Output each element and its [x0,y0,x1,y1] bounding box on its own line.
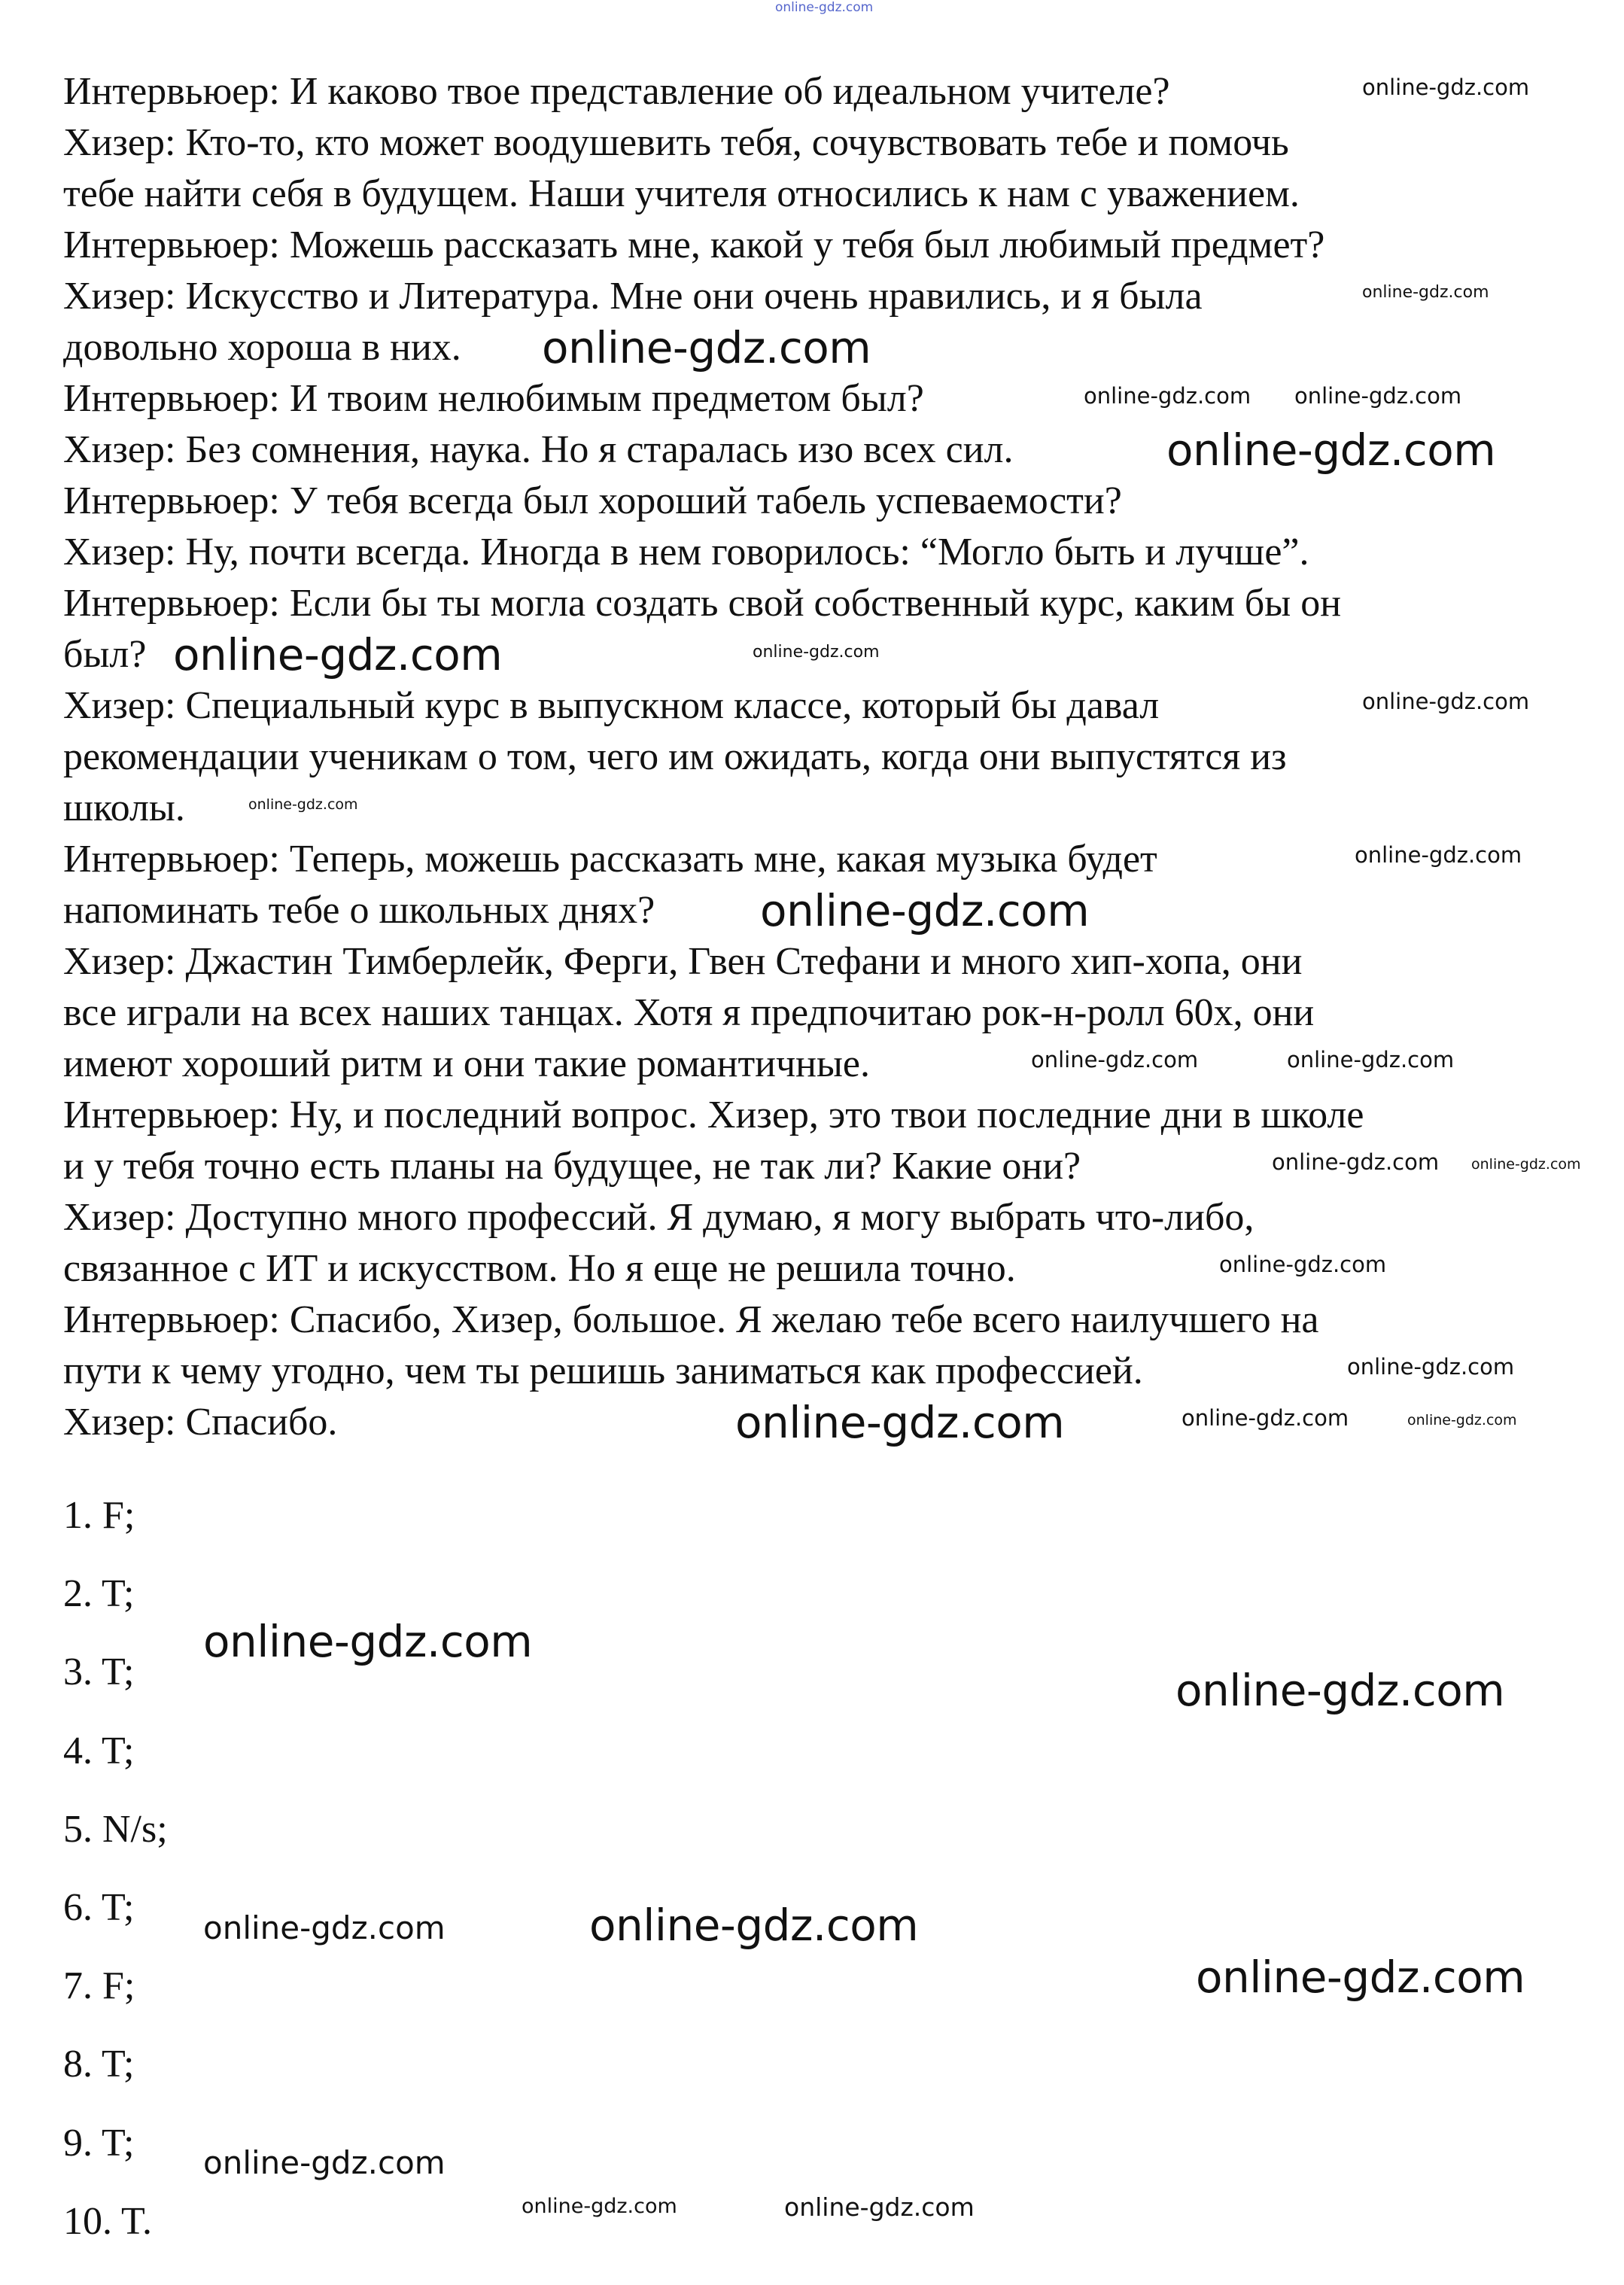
watermark: online-gdz.com [203,2144,446,2181]
watermark: online-gdz.com [1362,689,1530,714]
answer-item: 9. T; [63,2121,135,2165]
answer-item: 10. T. [63,2199,152,2243]
dialogue-line: довольно хороша в них. [63,326,461,369]
watermark: online-gdz.com [248,796,358,813]
watermark: online-gdz.com [1031,1047,1199,1073]
watermark: online-gdz.com [1175,1665,1505,1716]
dialogue-line: Хизер: Спасибо. [63,1401,338,1444]
answer-item: 8. T; [63,2043,135,2086]
watermark: online-gdz.com [1166,424,1496,476]
watermark: online-gdz.com [1219,1252,1387,1277]
watermark: online-gdz.com [1355,842,1522,868]
answers-list [63,1477,168,2261]
answer-item: 4. T; [63,1729,135,1772]
dialogue-line: Хизер: Искусство и Литература. Мне они очень нравились, и я была [63,275,1203,318]
answer-item: 2. T; [63,1572,135,1616]
dialogue-line: и у тебя точно есть планы на будущее, не так ли? Какие они? [63,1145,1081,1188]
dialogue-line: школы. [63,787,185,829]
dialogue-line: Интервьюер: Теперь, можешь рассказать мне, какая музыка будет [63,838,1157,881]
dialogue-line: напоминать тебе о школьных днях? [63,889,655,932]
watermark: online-gdz.com [1471,1156,1581,1173]
dialogue-line: Интервьюер: Спасибо, Хизер, большое. Я желаю тебе всего наилучшего на [63,1298,1319,1341]
watermark: online-gdz.com [203,1909,446,1946]
answer-item: 1. F; [63,1494,135,1537]
dialogue-line: имеют хороший ритм и они такие романтичные. [63,1042,870,1085]
watermark: online-gdz.com [522,2195,677,2218]
dialogue-line: Хизер: Специальный курс в выпускном классе, который бы давал [63,684,1160,727]
watermark: online-gdz.com [589,1900,919,1951]
watermark: online-gdz.com [784,2192,975,2222]
dialogue-line: Интервьюер: Если бы ты могла создать свой собственный курс, каким бы он [63,582,1342,625]
answer-item: 6. T; [63,1886,135,1930]
watermark: online-gdz.com [753,643,880,662]
dialogue-text [63,66,1364,1448]
watermark: online-gdz.com [1362,283,1489,302]
watermark: online-gdz.com [775,0,874,15]
watermark: online-gdz.com [1182,1405,1349,1431]
watermark: online-gdz.com [1287,1047,1455,1073]
watermark: online-gdz.com [760,885,1090,936]
watermark: online-gdz.com [203,1616,533,1667]
watermark: online-gdz.com [173,629,503,680]
dialogue-line: был? [63,633,147,676]
dialogue-line: тебе найти себя в будущем. Наши учителя относились к нам с уважением. [63,172,1300,215]
dialogue-line: Интервьюер: Ну, и последний вопрос. Хизер, это твои последние дни в школе [63,1094,1364,1136]
watermark: online-gdz.com [1196,1952,1525,2003]
watermark: online-gdz.com [1407,1412,1517,1429]
dialogue-line: Интервьюер: И каково твое представление об идеальном учителе? [63,70,1170,113]
dialogue-line: Хизер: Кто-то, кто может воодушевить тебя, сочувствовать тебе и помочь [63,121,1289,164]
dialogue-line: Интервьюер: И твоим нелюбимым предметом был? [63,377,924,420]
dialogue-line: Хизер: Без сомнения, наука. Но я старалась изо всех сил. [63,428,1014,471]
watermark: online-gdz.com [1347,1354,1515,1380]
dialogue-line: связанное с ИТ и искусством. Но я еще не решила точно. [63,1247,1016,1290]
watermark: online-gdz.com [735,1397,1065,1448]
dialogue-line: Хизер: Джастин Тимберлейк, Ферги, Гвен Стефани и много хип-хопа, они [63,940,1303,983]
answer-item: 5. N/s; [63,1807,168,1851]
dialogue-line: Интервьюер: У тебя всегда был хороший табель успеваемости? [63,479,1122,522]
answer-item: 7. F; [63,1964,135,2008]
watermark: online-gdz.com [1272,1149,1440,1175]
dialogue-line: пути к чему угодно, чем ты решишь заниматься как профессией. [63,1349,1143,1392]
watermark: online-gdz.com [1294,383,1462,409]
dialogue-line: Хизер: Доступно много профессий. Я думаю, я могу выбрать что-либо, [63,1196,1254,1239]
dialogue-line: Интервьюер: Можешь рассказать мне, какой у тебя был любимый предмет? [63,224,1325,266]
watermark: online-gdz.com [542,322,871,373]
watermark: online-gdz.com [1362,75,1530,100]
dialogue-line: все играли на всех наших танцах. Хотя я предпочитаю рок-н-ролл 60х, они [63,991,1315,1034]
dialogue-line: рекомендации ученикам о том, чего им ожидать, когда они выпустятся из [63,735,1287,778]
dialogue-line: Хизер: Ну, почти всегда. Иногда в нем говорилось: “Могло быть и лучше”. [63,531,1309,574]
answer-item: 3. T; [63,1651,135,1694]
watermark: online-gdz.com [1084,383,1251,409]
